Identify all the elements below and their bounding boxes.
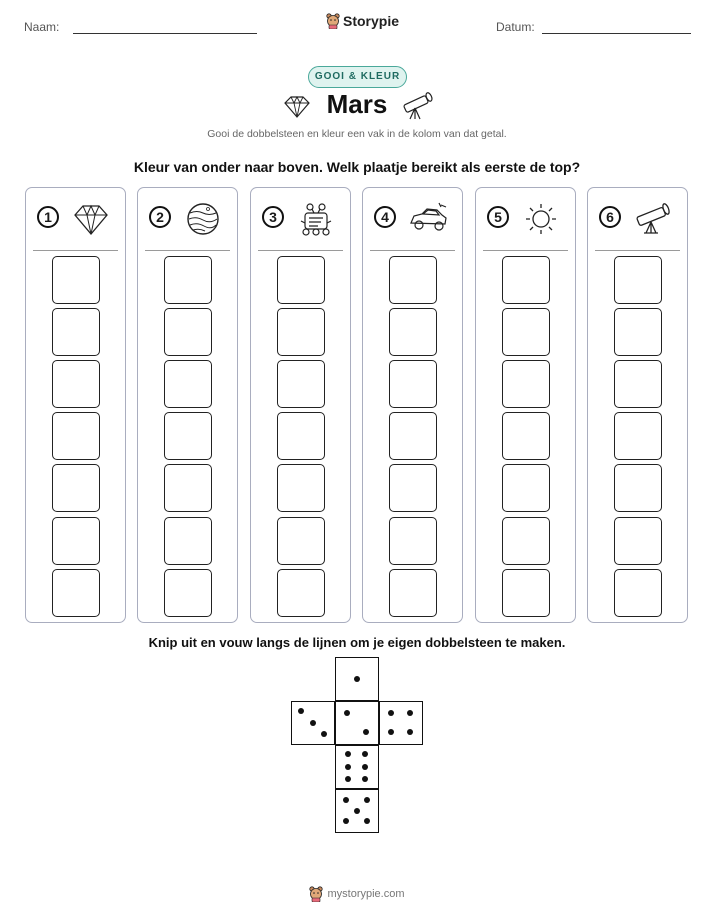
color-box[interactable] bbox=[164, 256, 212, 304]
dice-pip bbox=[343, 797, 349, 803]
color-box[interactable] bbox=[277, 569, 325, 617]
color-box[interactable] bbox=[389, 256, 437, 304]
color-box[interactable] bbox=[614, 360, 662, 408]
color-box[interactable] bbox=[614, 569, 662, 617]
dice-pip bbox=[343, 818, 349, 824]
color-box[interactable] bbox=[164, 464, 212, 512]
name-line[interactable] bbox=[73, 33, 257, 34]
dice-pip bbox=[388, 710, 394, 716]
date-line[interactable] bbox=[542, 33, 691, 34]
dice-face-2 bbox=[335, 701, 379, 745]
color-box[interactable] bbox=[389, 412, 437, 460]
color-box[interactable] bbox=[389, 517, 437, 565]
brand-logo bbox=[326, 13, 399, 29]
dice-face-4 bbox=[379, 701, 423, 745]
dice-pip bbox=[354, 676, 360, 682]
name-label: Naam: bbox=[24, 20, 60, 34]
column-divider bbox=[33, 250, 118, 251]
color-box[interactable] bbox=[277, 517, 325, 565]
page-subtitle: Gooi de dobbelsteen en kleur een vak in de kolom van dat getal. bbox=[207, 128, 507, 140]
column-6 bbox=[587, 187, 688, 623]
dice-pip bbox=[321, 731, 327, 737]
car-icon bbox=[408, 201, 448, 237]
rover-icon bbox=[296, 201, 336, 237]
column-divider bbox=[370, 250, 455, 251]
column-number: 2 bbox=[149, 206, 171, 228]
brand-name: Storypie bbox=[343, 13, 400, 29]
telescope-icon bbox=[633, 201, 673, 237]
dice-pip bbox=[364, 797, 370, 803]
column-divider bbox=[595, 250, 680, 251]
diamond-icon bbox=[71, 201, 111, 237]
dice-pip bbox=[354, 808, 360, 814]
date-label: Datum: bbox=[496, 20, 535, 34]
color-box[interactable] bbox=[614, 517, 662, 565]
color-box[interactable] bbox=[277, 464, 325, 512]
color-box[interactable] bbox=[277, 360, 325, 408]
dice-pip bbox=[310, 720, 316, 726]
dice-pip bbox=[344, 710, 350, 716]
color-box[interactable] bbox=[52, 464, 100, 512]
color-box[interactable] bbox=[502, 517, 550, 565]
color-box[interactable] bbox=[164, 308, 212, 356]
dice-pip bbox=[345, 764, 351, 770]
column-number: 3 bbox=[262, 206, 284, 228]
dice-pip bbox=[407, 710, 413, 716]
color-box[interactable] bbox=[614, 308, 662, 356]
dice-face-1 bbox=[335, 657, 379, 701]
dice-pip bbox=[362, 776, 368, 782]
dice-pip bbox=[362, 764, 368, 770]
color-box[interactable] bbox=[614, 464, 662, 512]
dice-pip bbox=[362, 751, 368, 757]
color-box[interactable] bbox=[52, 360, 100, 408]
column-divider bbox=[258, 250, 343, 251]
dice-face-5 bbox=[335, 789, 379, 833]
footer-url: mystorypie.com bbox=[327, 888, 405, 900]
dice-pip bbox=[345, 751, 351, 757]
color-box[interactable] bbox=[277, 412, 325, 460]
color-box[interactable] bbox=[52, 517, 100, 565]
footer bbox=[0, 886, 714, 902]
color-box[interactable] bbox=[164, 360, 212, 408]
dice-face-6 bbox=[335, 745, 379, 789]
sun-icon bbox=[521, 201, 561, 237]
color-box[interactable] bbox=[52, 308, 100, 356]
column-number: 6 bbox=[599, 206, 621, 228]
column-5 bbox=[475, 187, 576, 623]
column-1 bbox=[25, 187, 126, 623]
color-box[interactable] bbox=[164, 412, 212, 460]
column-number: 4 bbox=[374, 206, 396, 228]
dice-face-3 bbox=[291, 701, 335, 745]
color-box[interactable] bbox=[389, 308, 437, 356]
color-box[interactable] bbox=[52, 256, 100, 304]
color-box[interactable] bbox=[502, 360, 550, 408]
dice-pip bbox=[298, 708, 304, 714]
color-box[interactable] bbox=[164, 517, 212, 565]
telescope-icon bbox=[400, 92, 434, 122]
color-box[interactable] bbox=[52, 412, 100, 460]
color-box[interactable] bbox=[502, 256, 550, 304]
bear-icon bbox=[309, 886, 323, 902]
color-box[interactable] bbox=[502, 464, 550, 512]
color-box[interactable] bbox=[389, 569, 437, 617]
color-box[interactable] bbox=[164, 569, 212, 617]
bear-icon bbox=[326, 13, 340, 29]
color-box[interactable] bbox=[614, 412, 662, 460]
game-badge: GOOI & KLEUR bbox=[308, 66, 407, 88]
column-number: 5 bbox=[487, 206, 509, 228]
color-box[interactable] bbox=[389, 360, 437, 408]
dice-pip bbox=[345, 776, 351, 782]
dice-pip bbox=[364, 818, 370, 824]
column-2 bbox=[137, 187, 238, 623]
planet-icon bbox=[183, 201, 223, 237]
page-title: Mars bbox=[326, 89, 388, 119]
question: Kleur van onder naar boven. Welk plaatje bereikt als eerste de top? bbox=[133, 159, 581, 175]
color-box[interactable] bbox=[502, 412, 550, 460]
color-box[interactable] bbox=[52, 569, 100, 617]
dice-pip bbox=[388, 729, 394, 735]
color-box[interactable] bbox=[614, 256, 662, 304]
color-box[interactable] bbox=[389, 464, 437, 512]
column-divider bbox=[145, 250, 230, 251]
dice-pip bbox=[363, 729, 369, 735]
cut-instruction: Knip uit en vouw langs de lijnen om je eigen dobbelsteen te maken. bbox=[148, 635, 566, 650]
column-divider bbox=[483, 250, 568, 251]
color-box[interactable] bbox=[277, 256, 325, 304]
column-4 bbox=[362, 187, 463, 623]
dice-pip bbox=[407, 729, 413, 735]
color-box[interactable] bbox=[502, 308, 550, 356]
column-3 bbox=[250, 187, 351, 623]
color-box[interactable] bbox=[502, 569, 550, 617]
color-box[interactable] bbox=[277, 308, 325, 356]
column-number: 1 bbox=[37, 206, 59, 228]
